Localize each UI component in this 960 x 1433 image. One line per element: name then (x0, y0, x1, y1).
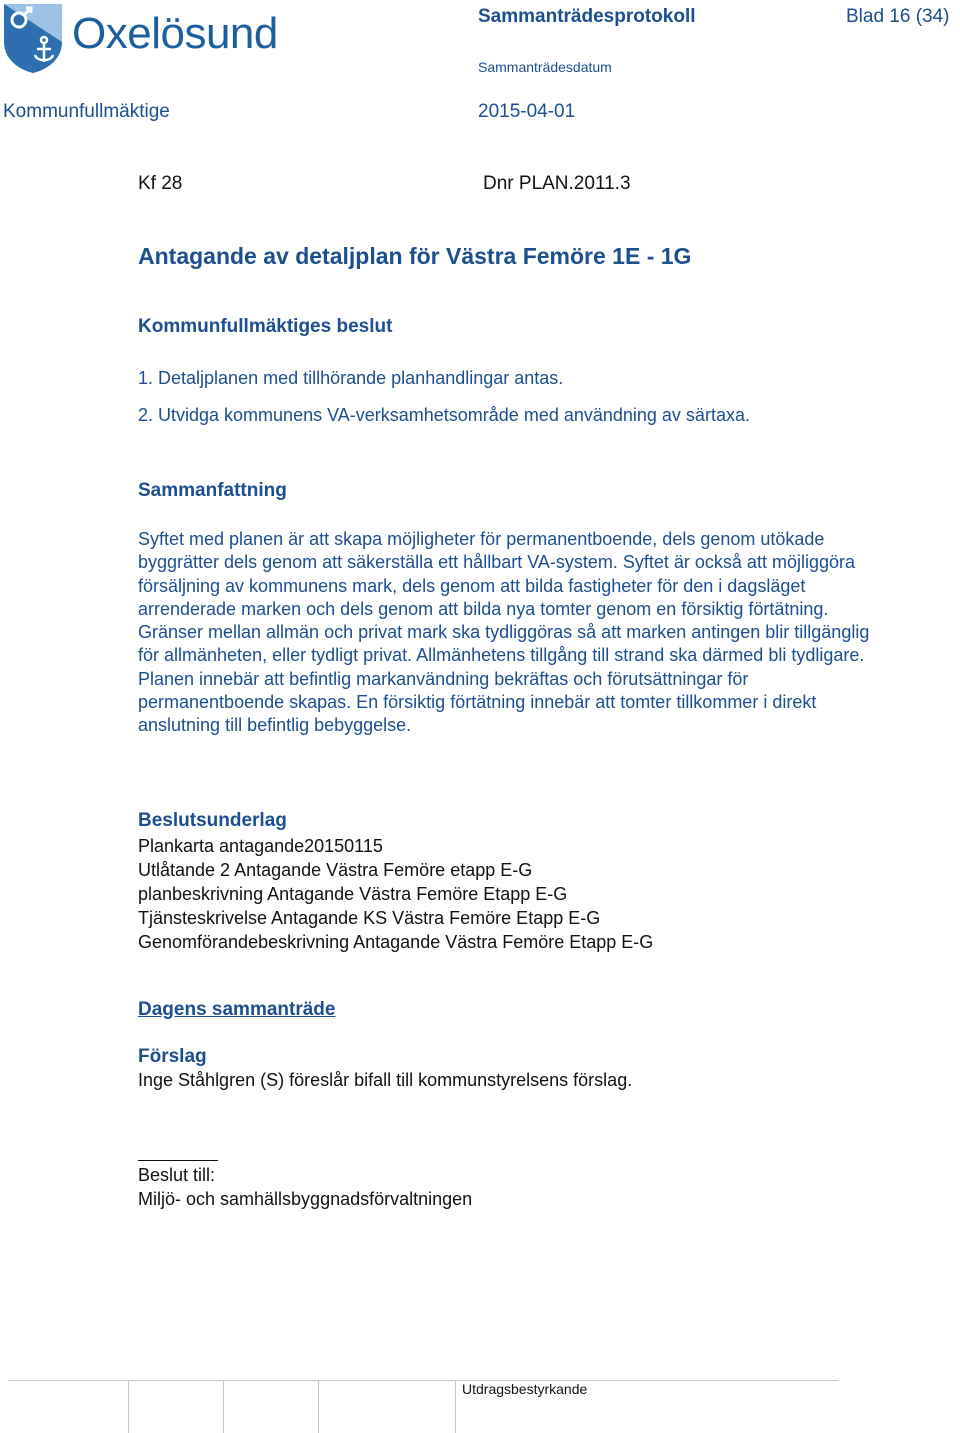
signature-box-divider (318, 1380, 319, 1433)
summary-text: Syftet med planen är att skapa möjligheter för permanentboende, dels genom utökade byggrätter dels genom att säkerställa ett hållbart VA-system. Syftet är också att möjliggöra försäljning av kommunens mark, dels genom att bilda fastigheter för den i dagsläget arrenderade marken och dels genom att bilda nya tomter genom en försiktig förtätning. Gränser mellan allmän och privat mark ska tydliggöras så att marken antingen blir tillgänglig för allmänheten, eller tydligt privat. Allmänhetens tillgång till strand ska därmed bli tydligare. Planen innebär att befintlig markanvändning bekräftas och förutsättningar för permanentboende skapas. En försiktig förtätning innebär att tomter tillkommer i direkt anslutning till befintlig bebyggelse. (138, 529, 870, 736)
basis-item: Tjänsteskrivelse Antagande KS Västra Femöre Etapp E-G (138, 908, 601, 928)
distribution-divider (138, 1160, 218, 1161)
basis-item: Genomförandebeskrivning Antagande Västra Femöre Etapp E-G (138, 932, 654, 952)
page-title: Antagande av detaljplan för Västra Femöre 1E - 1G (138, 243, 692, 269)
basis-list (138, 834, 653, 954)
certification-label: Utdragsbestyrkande (462, 1381, 588, 1397)
decision-body: Kommunfullmäktige (3, 101, 170, 122)
meeting-heading: Dagens sammanträde (138, 999, 336, 1020)
decision-heading: Kommunfullmäktiges beslut (138, 316, 393, 337)
distribution-recipient: Miljö- och samhällsbyggnadsförvaltningen (138, 1189, 473, 1209)
org-logo (0, 0, 330, 75)
date-label: Sammanträdesdatum (478, 59, 612, 75)
decision-item: 2. Utvidga kommunens VA-verksamhetsområde med användning av särtaxa. (138, 405, 750, 425)
proposal-heading: Förslag (138, 1046, 207, 1067)
summary-heading: Sammanfattning (138, 480, 287, 501)
case-number: Dnr PLAN.2011.3 (483, 173, 631, 194)
meeting-date: 2015-04-01 (478, 101, 576, 122)
decision-list (138, 366, 750, 440)
signature-box-divider (128, 1380, 129, 1433)
basis-heading: Beslutsunderlag (138, 810, 287, 831)
municipal-crest-icon (2, 2, 64, 74)
basis-item: planbeskrivning Antagande Västra Femöre Etapp E-G (138, 884, 568, 904)
proposal-text: Inge Ståhlgren (S) föreslår bifall till kommunstyrelsens förslag. (138, 1070, 633, 1090)
footer-divider (8, 1380, 838, 1381)
signature-box-divider (223, 1380, 224, 1433)
decision-item: 1. Detaljplanen med tillhörande planhandlingar antas. (138, 368, 564, 388)
distribution-heading: Beslut till: (138, 1165, 216, 1185)
basis-item: Utlåtande 2 Antagande Västra Femöre etapp E-G (138, 860, 533, 880)
document-type: Sammanträdesprotokoll (478, 6, 696, 27)
page-number: Blad 16 (34) (846, 6, 950, 27)
paragraph-number: Kf 28 (138, 173, 183, 194)
signature-box-divider (455, 1380, 456, 1433)
basis-item: Plankarta antagande20150115 (138, 836, 383, 856)
org-wordmark: Oxelösund (72, 9, 278, 58)
